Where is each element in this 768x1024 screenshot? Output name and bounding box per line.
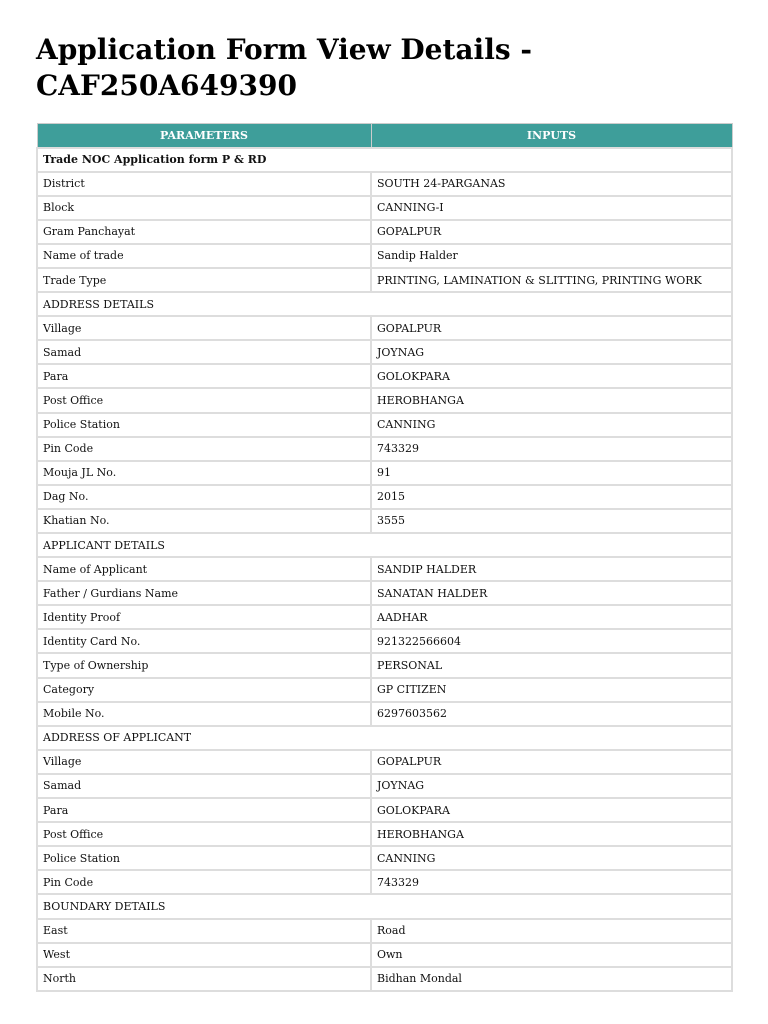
input-value: CANNING bbox=[371, 846, 732, 870]
table-row bbox=[37, 437, 732, 461]
parameter-label: Pin Code bbox=[37, 437, 371, 461]
parameter-label: Mobile No. bbox=[37, 702, 371, 726]
input-value: SANATAN HALDER bbox=[371, 581, 732, 605]
input-value: 743329 bbox=[371, 870, 732, 894]
input-value: CANNING-I bbox=[371, 196, 732, 220]
input-value: Sandip Halder bbox=[371, 244, 732, 268]
table-row bbox=[37, 316, 732, 340]
column-header-parameters: PARAMETERS bbox=[37, 124, 371, 148]
input-value: 91 bbox=[371, 461, 732, 485]
input-value: GOPALPUR bbox=[371, 220, 732, 244]
table-section-row bbox=[37, 292, 732, 316]
parameter-label: Trade Type bbox=[37, 268, 371, 292]
table-row bbox=[37, 846, 732, 870]
table-row bbox=[37, 364, 732, 388]
section-heading: ADDRESS DETAILS bbox=[37, 292, 732, 316]
parameter-label: East bbox=[37, 919, 371, 943]
input-value: HEROBHANGA bbox=[371, 388, 732, 412]
parameter-label: Father / Gurdians Name bbox=[37, 581, 371, 605]
parameter-label: Village bbox=[37, 316, 371, 340]
table-header-row bbox=[37, 124, 732, 148]
parameter-label: Dag No. bbox=[37, 485, 371, 509]
table-row bbox=[37, 340, 732, 364]
table-section-row bbox=[37, 894, 732, 918]
page-title: Application Form View Details - CAF250A649390 bbox=[36, 33, 532, 102]
table-row bbox=[37, 678, 732, 702]
table-row bbox=[37, 196, 732, 220]
parameter-label: West bbox=[37, 943, 371, 967]
input-value: 2015 bbox=[371, 485, 732, 509]
parameter-label: Identity Proof bbox=[37, 605, 371, 629]
parameter-label: Block bbox=[37, 196, 371, 220]
parameter-label: Para bbox=[37, 798, 371, 822]
table-row bbox=[37, 943, 732, 967]
table-row bbox=[37, 798, 732, 822]
table-row bbox=[37, 461, 732, 485]
input-value: GOLOKPARA bbox=[371, 798, 732, 822]
input-value: 6297603562 bbox=[371, 702, 732, 726]
section-heading: ADDRESS OF APPLICANT bbox=[37, 726, 732, 750]
parameter-label: Post Office bbox=[37, 822, 371, 846]
input-value: SOUTH 24-PARGANAS bbox=[371, 172, 732, 196]
input-value: GOLOKPARA bbox=[371, 364, 732, 388]
parameter-label: Samad bbox=[37, 340, 371, 364]
table-row bbox=[37, 629, 732, 653]
table-section-row bbox=[37, 148, 732, 172]
table-row bbox=[37, 388, 732, 412]
table-section-row bbox=[37, 533, 732, 557]
input-value: Road bbox=[371, 919, 732, 943]
input-value: PRINTING, LAMINATION & SLITTING, PRINTING WORK bbox=[371, 268, 732, 292]
section-heading: APPLICANT DETAILS bbox=[37, 533, 732, 557]
parameter-label: Khatian No. bbox=[37, 509, 371, 533]
input-value: HEROBHANGA bbox=[371, 822, 732, 846]
input-value: Bidhan Mondal bbox=[371, 967, 732, 991]
table-row bbox=[37, 557, 732, 581]
parameter-label: Gram Panchayat bbox=[37, 220, 371, 244]
input-value: AADHAR bbox=[371, 605, 732, 629]
parameter-label: Police Station bbox=[37, 413, 371, 437]
table-row bbox=[37, 702, 732, 726]
input-value: GOPALPUR bbox=[371, 316, 732, 340]
column-header-inputs: INPUTS bbox=[371, 124, 732, 148]
parameter-label: Para bbox=[37, 364, 371, 388]
parameter-label: Pin Code bbox=[37, 870, 371, 894]
table-row bbox=[37, 870, 732, 894]
parameter-label: Police Station bbox=[37, 846, 371, 870]
application-details-table bbox=[36, 123, 733, 992]
parameter-label: Category bbox=[37, 678, 371, 702]
parameter-label: Post Office bbox=[37, 388, 371, 412]
table-row bbox=[37, 581, 732, 605]
parameter-label: Name of trade bbox=[37, 244, 371, 268]
input-value: 921322566604 bbox=[371, 629, 732, 653]
table-row bbox=[37, 967, 732, 991]
table-row bbox=[37, 750, 732, 774]
parameter-label: Village bbox=[37, 750, 371, 774]
table-row bbox=[37, 485, 732, 509]
input-value: PERSONAL bbox=[371, 653, 732, 677]
input-value: JOYNAG bbox=[371, 340, 732, 364]
parameter-label: Name of Applicant bbox=[37, 557, 371, 581]
input-value: Own bbox=[371, 943, 732, 967]
section-heading: BOUNDARY DETAILS bbox=[37, 894, 732, 918]
table-row bbox=[37, 919, 732, 943]
section-heading: Trade NOC Application form P & RD bbox=[37, 148, 732, 172]
table-row bbox=[37, 172, 732, 196]
table-section-row bbox=[37, 726, 732, 750]
input-value: GP CITIZEN bbox=[371, 678, 732, 702]
table-row bbox=[37, 509, 732, 533]
input-value: GOPALPUR bbox=[371, 750, 732, 774]
input-value: 743329 bbox=[371, 437, 732, 461]
table-row bbox=[37, 413, 732, 437]
input-value: JOYNAG bbox=[371, 774, 732, 798]
table-row bbox=[37, 244, 732, 268]
parameter-label: Type of Ownership bbox=[37, 653, 371, 677]
parameter-label: District bbox=[37, 172, 371, 196]
parameter-label: Mouja JL No. bbox=[37, 461, 371, 485]
table-row bbox=[37, 268, 732, 292]
parameter-label: North bbox=[37, 967, 371, 991]
input-value: 3555 bbox=[371, 509, 732, 533]
table-row bbox=[37, 653, 732, 677]
table-row bbox=[37, 822, 732, 846]
parameter-label: Identity Card No. bbox=[37, 629, 371, 653]
table-row bbox=[37, 605, 732, 629]
table-body bbox=[37, 148, 732, 991]
parameter-label: Samad bbox=[37, 774, 371, 798]
input-value: SANDIP HALDER bbox=[371, 557, 732, 581]
table-row bbox=[37, 774, 732, 798]
input-value: CANNING bbox=[371, 413, 732, 437]
table-row bbox=[37, 220, 732, 244]
